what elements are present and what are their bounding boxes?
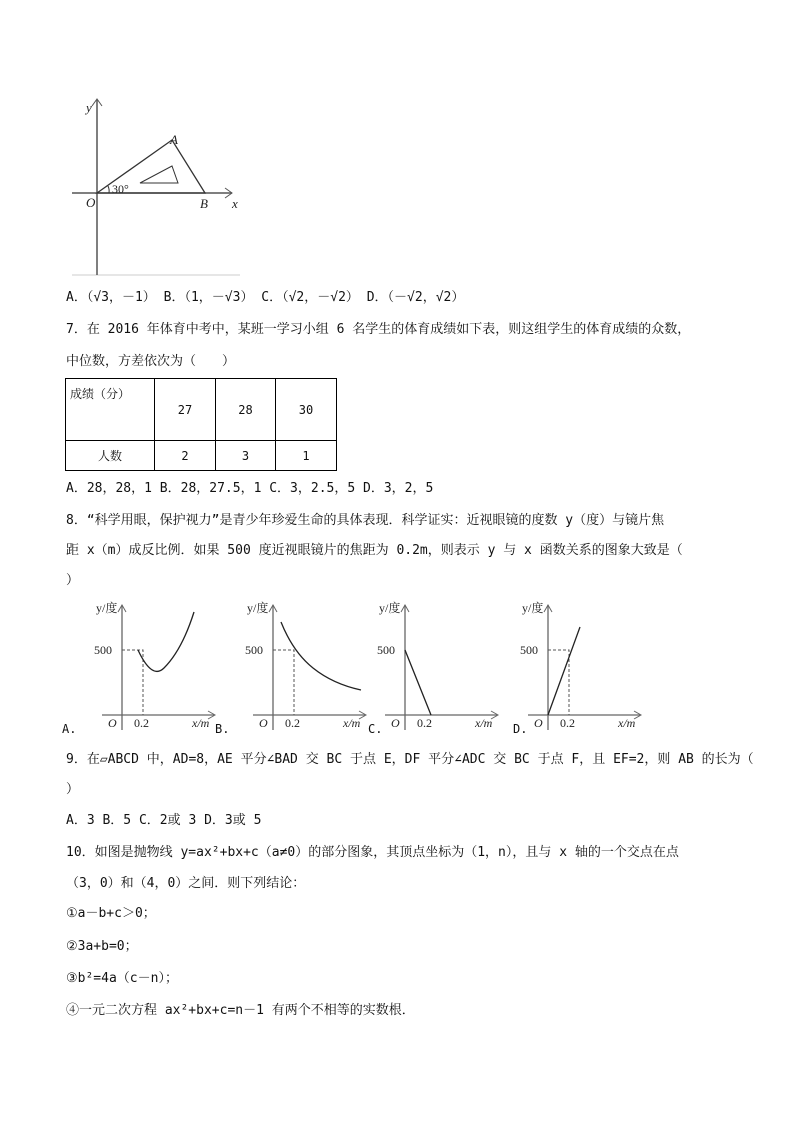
y-axis-label: y/度 — [379, 601, 401, 615]
q10-conclusion-3: ③b²=4a（c－n）； — [66, 971, 178, 986]
x-axis-label: x/m — [618, 716, 636, 730]
origin-label: O — [108, 716, 117, 730]
y-tick-label: 500 — [377, 643, 395, 657]
svg-text:x: x — [232, 196, 238, 211]
x-tick-label: 0.2 — [417, 716, 432, 730]
q10-line2: （3，0）和（4，0）之间．则下列结论： — [66, 876, 306, 891]
q8-option-label: D. — [513, 722, 528, 736]
x-axis-label: x/m — [343, 716, 361, 730]
table-cell: 2 — [155, 441, 216, 471]
x-tick-label: 0.2 — [560, 716, 575, 730]
q9-line2: ） — [66, 782, 80, 797]
table-cell: 1 — [276, 441, 337, 471]
table-header-score: 成绩（分） — [66, 379, 155, 441]
y-axis-label: y/度 — [96, 601, 118, 615]
q8-line1: 8．“科学用眼，保护视力”是青少年珍爱生命的具体表现．科学证实：近视眼镜的度数 y（度）与镜片焦 — [66, 513, 665, 528]
origin-label: O — [391, 716, 400, 730]
table-cell: 3 — [216, 441, 276, 471]
origin-label: O — [534, 716, 543, 730]
q10-conclusion-1: ①a－b+c＞0； — [66, 906, 156, 921]
q7-options: A．28，28，1 B．28，27.5，1 C．3，2.5，5 D．3，2，5 — [66, 481, 434, 496]
svg-text:O: O — [86, 195, 96, 210]
y-tick-label: 500 — [94, 643, 112, 657]
x-axis-label: x/m — [475, 716, 493, 730]
svg-text:A: A — [170, 132, 178, 147]
y-tick-label: 500 — [245, 643, 263, 657]
x-tick-label: 0.2 — [134, 716, 149, 730]
q6-options: A．（√3，－1） B．（1，－√3） C．（√2，－√2） D．（－√2，√2） — [66, 290, 465, 305]
q8-option-label: C. — [368, 722, 383, 736]
q9-options: A．3 B．5 C．2或 3 D．3或 5 — [66, 813, 262, 828]
svg-text:y: y — [86, 100, 92, 115]
table-cell: 28 — [216, 379, 276, 441]
q10-line1: 10．如图是抛物线 y=ax²+bx+c（a≠0）的部分图象，其顶点坐标为（1，n），且与 x 轴的一个交点在点 — [66, 845, 679, 860]
svg-text:B: B — [200, 196, 208, 211]
table-header-count: 人数 — [66, 441, 155, 471]
y-axis-label: y/度 — [522, 601, 544, 615]
q8-option-label: A. — [62, 722, 77, 736]
q10-conclusion-2: ②3a+b=0； — [66, 939, 138, 954]
table-cell: 30 — [276, 379, 337, 441]
q8-line2: 距 x（m）成反比例．如果 500 度近视眼镜片的焦距为 0.2m，则表示 y 与 x 函数关系的图象大致是（ — [66, 543, 683, 558]
x-axis-label: x/m — [192, 716, 210, 730]
q7-line1: 7．在 2016 年体育中考中，某班一学习小组 6 名学生的体育成绩如下表，则这组学生的体育成绩的众数， — [66, 322, 691, 337]
x-tick-label: 0.2 — [285, 716, 300, 730]
function-curve — [548, 627, 580, 715]
origin-label: O — [259, 716, 268, 730]
y-tick-label: 500 — [520, 643, 538, 657]
q8-option-label: B. — [215, 722, 230, 736]
svg-text:30°: 30° — [112, 182, 129, 196]
y-axis-label: y/度 — [247, 601, 269, 615]
q7-line2: 中位数，方差依次为（ ） — [66, 354, 236, 369]
q10-conclusion-4: ④一元二次方程 ax²+bx+c=n－1 有两个不相等的实数根． — [66, 1003, 415, 1018]
table-cell: 27 — [155, 379, 216, 441]
q8-line3: ） — [66, 573, 80, 588]
q9-line1: 9．在▱ABCD 中，AD=8，AE 平分∠BAD 交 BC 于点 E，DF 平分∠ADC 交 BC 于点 F，且 EF=2，则 AB 的长为（ — [66, 752, 754, 767]
